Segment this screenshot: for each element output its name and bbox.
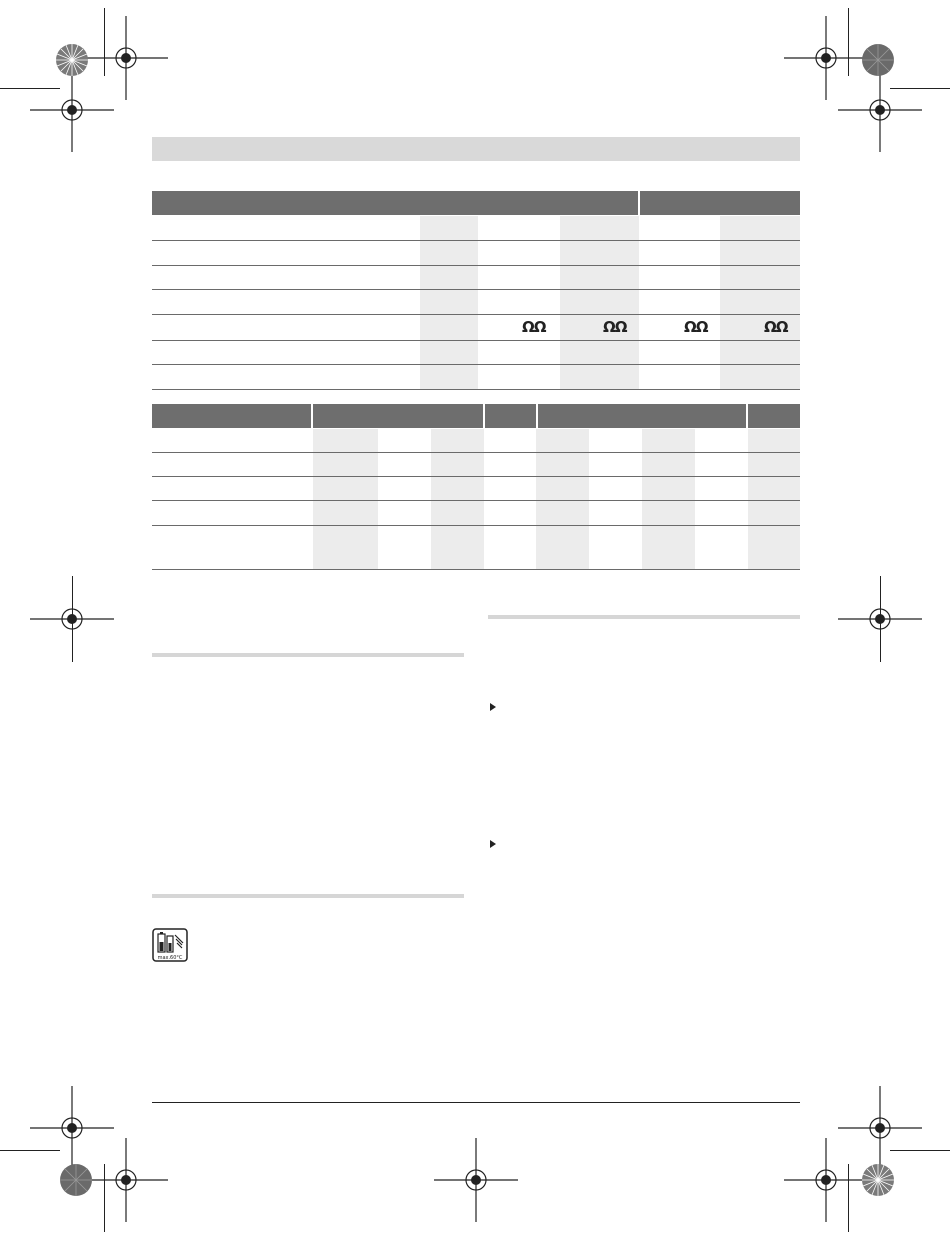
table-header-left [152, 191, 638, 215]
rotation-direction-icon: ΩΩ [684, 318, 708, 336]
table-column-shade [431, 429, 484, 569]
section-rule-left [152, 653, 464, 657]
table-row-divider [152, 389, 800, 390]
starburst-target-icon [862, 1164, 894, 1196]
table-row-divider [152, 452, 800, 453]
table-header-cell [313, 404, 483, 428]
table-row-divider [152, 289, 800, 290]
section-rule-left [152, 894, 464, 898]
rotation-direction-icon: ΩΩ [522, 318, 546, 336]
battery-temperature-icon [152, 928, 188, 962]
bullet-arrow-icon [490, 840, 496, 848]
table-header-cell [538, 404, 746, 428]
table-column-shade [313, 429, 378, 569]
table-row-divider [152, 364, 800, 365]
table-row-divider [152, 265, 800, 266]
table-header-cell [152, 404, 311, 428]
table-column-shade [536, 429, 589, 569]
table-row-divider [152, 525, 800, 526]
table-row-divider [152, 500, 800, 501]
starburst-target-icon [56, 44, 88, 76]
table-row-divider [152, 569, 800, 570]
table-header-cell [748, 404, 800, 428]
table-column-shade [748, 429, 800, 569]
table-row-divider [152, 314, 800, 315]
svg-text:max.60°C: max.60°C [157, 955, 183, 961]
rotation-direction-icon: ΩΩ [764, 318, 788, 336]
starburst-target-icon [862, 44, 894, 76]
footer-rule [152, 1102, 800, 1103]
table-column-shade [642, 429, 695, 569]
bullet-arrow-icon [490, 703, 496, 711]
table-row-divider [152, 476, 800, 477]
page-header-bar [152, 137, 800, 161]
table-header-cell [485, 404, 536, 428]
table-row-divider [152, 340, 800, 341]
section-rule-right [488, 615, 800, 619]
starburst-target-icon [60, 1164, 92, 1196]
table-row-divider [152, 240, 800, 241]
rotation-direction-icon: ΩΩ [603, 318, 627, 336]
table-header-right [640, 191, 800, 215]
